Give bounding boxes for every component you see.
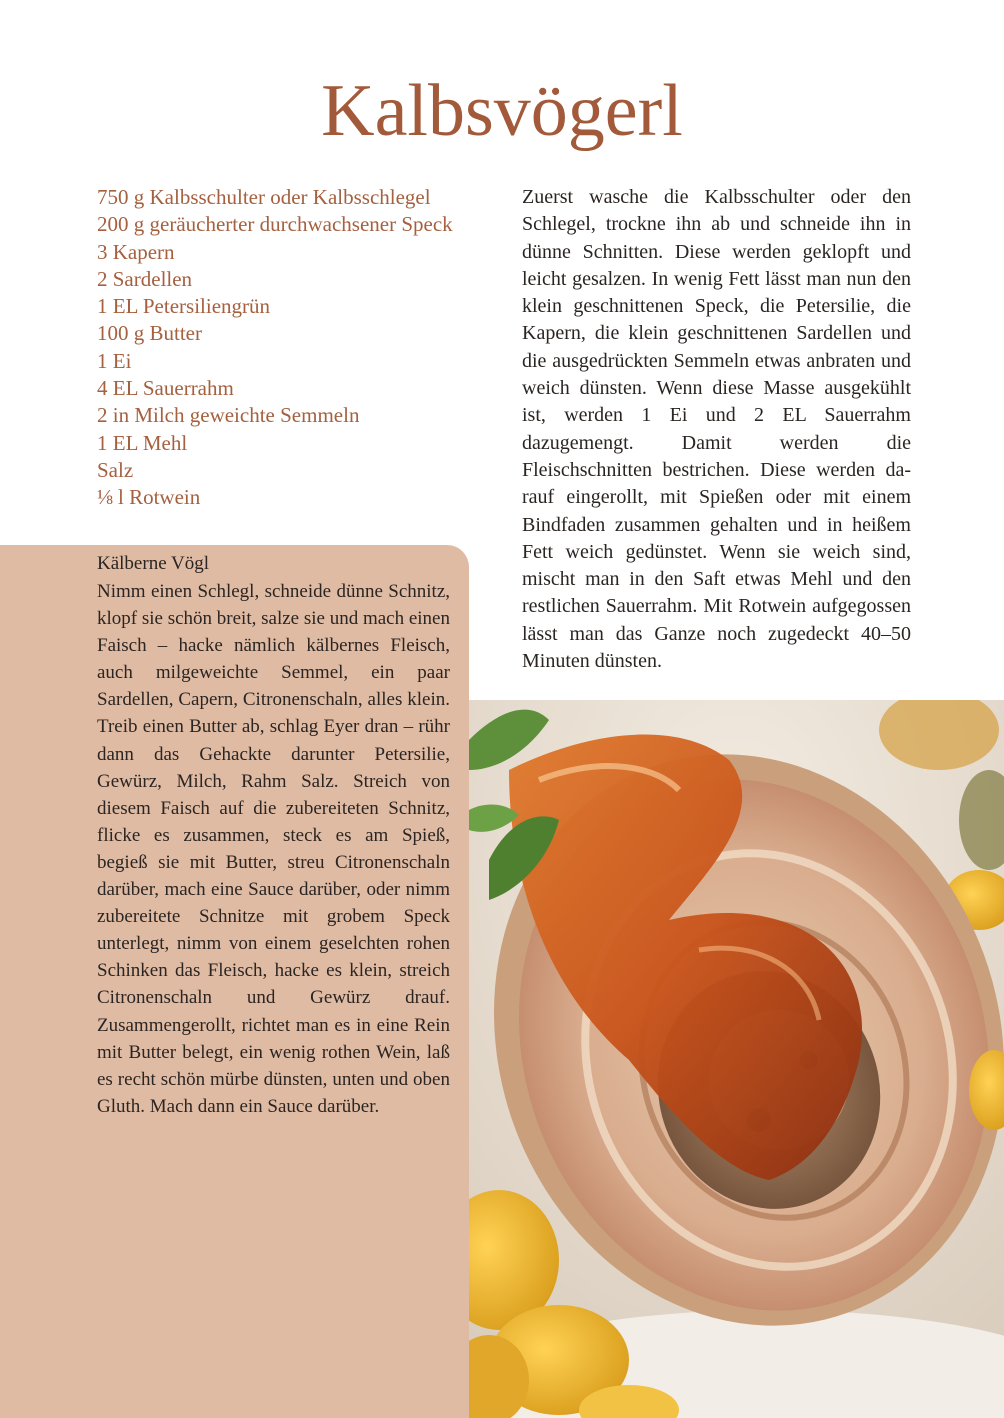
ingredient-item: 750 g Kalbsschulter oder Kalbsschlegel xyxy=(97,185,431,209)
ingredient-item: 1 Ei xyxy=(97,348,132,373)
ingredient-item: 200 g geräucherter durchwachsener Speck xyxy=(97,212,453,237)
recipe-title: Kalbsvögerl xyxy=(321,70,683,152)
ingredient-item: 1 EL Petersiliengrün xyxy=(97,294,271,319)
ingredient-item: Salz xyxy=(97,457,134,482)
ingredient-item: 100 g Butter xyxy=(97,321,202,346)
ingredient-item: 4 EL Sauerrahm xyxy=(97,376,234,401)
veal-roulade-image xyxy=(469,700,1004,1418)
ingredient-item: ⅛ l Rotwein xyxy=(97,485,201,510)
ingredient-item: 2 Sardellen xyxy=(97,266,193,291)
ingredient-item: 2 in Milch geweichte Semmeln xyxy=(97,403,360,428)
preparation-text: Zuerst wasche die Kalbsschulter oder den Schlegel, trockne ihn ab und schneide ihn in dünne Schnitten. Diese werden geklopft und leicht gesalzen. In wenig Fett lässt man nun den klein geschnittenen Speck, die Petersilie, die Kapern, die klein geschnittenen Sardellen und die ausgedrückten Semmeln etwas anbraten und weich dünsten. Wenn diese Masse ausgekühlt ist, werden 1 Ei und 2 EL Sauerrahm dazugemengt. Damit werden die Fleischschnitten bestrichen. Diese werden darauf eingerollt, mit Spießen oder mit einem Bindfaden zusammen gehalten und in heißem Fett weich gedünstet. Wenn sie weich sind, mischt man in den Saft etwas Mehl und den restlichen Sauerrahm. Mit Rotwein aufgegossen lässt man das Ganze noch zugedeckt 40–50 Minuten dünsten. xyxy=(522,186,911,673)
historic-recipe-title: Kälberne Vögl xyxy=(97,553,210,574)
food-photo xyxy=(469,700,1004,1418)
historic-recipe-text: Nimm einen Schlegl, schneide dünne Schnitz, klopf sie schön breit, salze sie und mach einen Faisch – hacke nämlich kälbernes Fleisch, auch milgeweichte Semmel, ein paar Sardellen, Capern, Citronenschaln, alles klein. Treib einen Butter ab, schlag Eyer dran – rühr dann das Gehackte darunter Petersilie, Gewürz, Milch, Rahm Salz. Streich von diesem Faisch auf die zubereiteten Schnitz, flicke es zusammen, steck es am Spieß, begieß sie mit Butter, streu Citronenschaln darüber, mach eine Sauce darüber, oder nimm zubereitete Schnitze mit grobem Speck unterlegt, nimm von einem geselchten rohen Schinken das Fleisch, hacke es klein, streich Citronenschaln und Gewürz drauf. Zusammengerollt, richtet man es in eine Rein mit Butter belegt, ein wenig rothen Wein, laß es recht schön mürbe dünsten, unten und oben Gluth. Mach dann ein Sauce darüber. xyxy=(97,581,450,1117)
ingredient-item: 3 Kapern xyxy=(97,239,175,264)
ingredient-item: 1 EL Mehl xyxy=(97,430,188,455)
ingredients-list xyxy=(97,184,487,512)
